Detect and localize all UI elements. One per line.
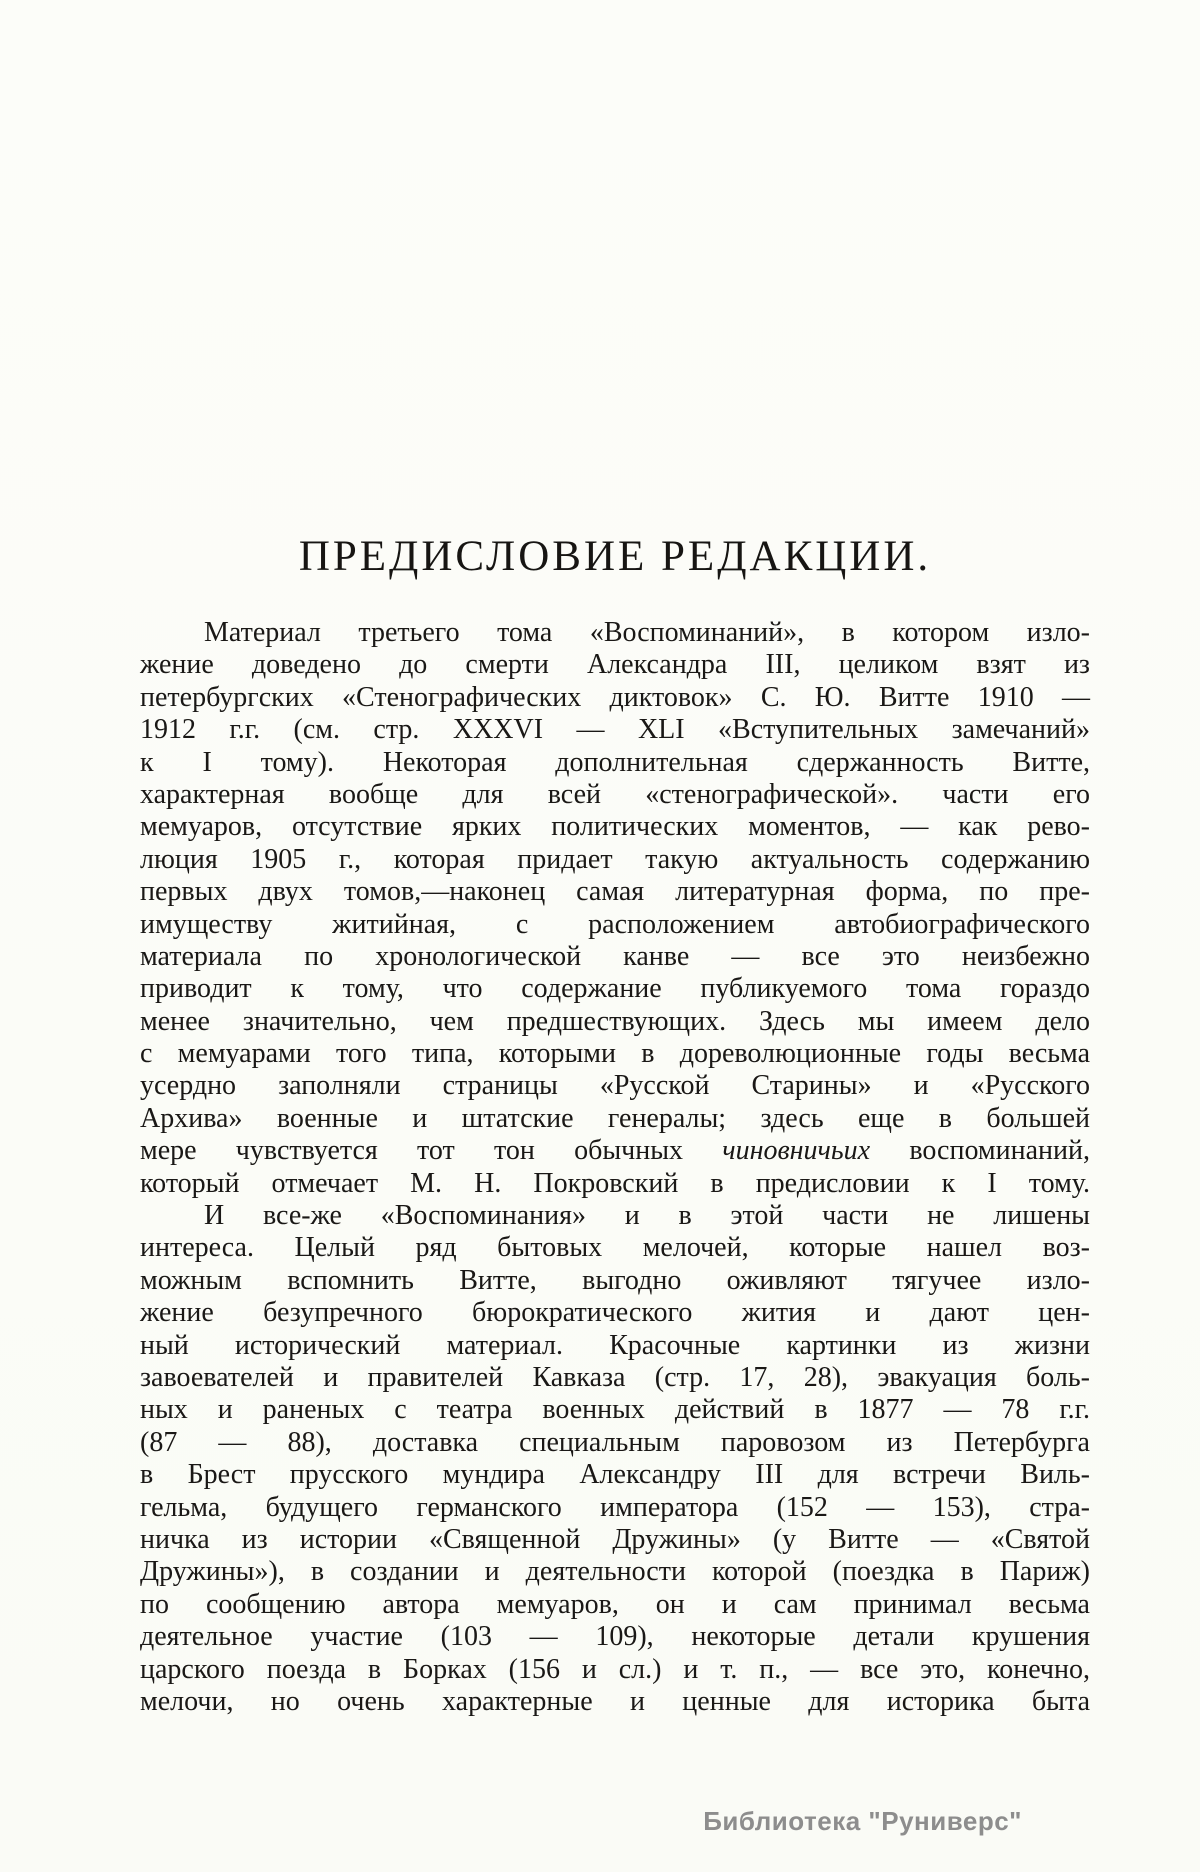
text-line — [140, 1330, 1090, 1362]
text-line — [140, 876, 1090, 908]
text-line — [140, 1556, 1090, 1588]
text-line — [140, 1103, 1090, 1135]
watermark: Библиотека "Руниверс" — [703, 1806, 1022, 1836]
text-segment: который отмечает М. Н. Покровский в предисловии к I тому. — [140, 1167, 1090, 1199]
text-segment: Материал третьего тома «Воспоминаний», в котором изло- — [204, 617, 1090, 648]
text-segment: интереса. Целый ряд бытовых мелочей, которые нашел воз- — [140, 1232, 1090, 1264]
text-segment: мемуаров, отсутствие ярких политических моментов, — как рево- — [140, 811, 1090, 843]
page-title: ПРЕДИСЛОВИЕ РЕДАКЦИИ. — [298, 533, 932, 580]
text-line — [140, 973, 1090, 1005]
text-segment: материала по хронологической канве — все это неизбежно — [140, 940, 1090, 972]
text-line — [140, 1200, 1090, 1232]
text-segment: усердно заполняли страницы «Русской Старины» и «Русского — [140, 1070, 1090, 1102]
text-segment: жение безупречного бюрократического жития и дают цен- — [140, 1297, 1090, 1329]
text-segment: с мемуарами того типа, которыми в дореволюционные годы весьма — [140, 1038, 1090, 1070]
text-segment: можным вспомнить Витте, выгодно оживляют тягучее изло- — [140, 1264, 1090, 1296]
text-segment: И все-же «Воспоминания» и в этой части не лишены — [204, 1200, 1090, 1232]
body-text — [140, 617, 1090, 1718]
text-line — [140, 747, 1090, 779]
text-segment: ный исторический материал. Красочные картинки из жизни — [140, 1329, 1090, 1361]
text-line — [140, 1265, 1090, 1297]
text-line — [140, 811, 1090, 843]
text-line — [140, 941, 1090, 973]
text-line — [140, 1492, 1090, 1524]
text-line — [140, 1524, 1090, 1556]
text-segment: 1912 г.г. (см. стр. XXXVI — XLI «Вступительных замечаний» — [140, 714, 1090, 746]
text-segment: приводит к тому, что содержание публикуемого тома гораздо — [140, 973, 1090, 1005]
text-segment: (87 — 88), доставка специальным паровозом из Петербурга — [140, 1426, 1090, 1458]
text-line — [140, 1135, 1090, 1167]
text-line — [140, 1621, 1090, 1653]
text-segment: характерная вообще для всей «стенографической». части его — [140, 778, 1090, 810]
text-line — [140, 1686, 1090, 1718]
text-segment: завоевателей и правителей Кавказа (стр. 17, 28), эвакуация боль- — [140, 1361, 1090, 1393]
text-segment: жение доведено до смерти Александра III, целиком взят из — [140, 649, 1090, 681]
text-segment: в Брест прусского мундира Александру III для встречи Виль- — [140, 1459, 1090, 1491]
text-line — [140, 649, 1090, 681]
text-segment: менее значительно, чем предшествующих. Здесь мы имеем дело — [140, 1005, 1090, 1037]
text-segment: мелочи, но очень характерные и ценные для историка быта — [140, 1685, 1090, 1717]
text-segment: Архива» военные и штатские генералы; здесь еще в большей — [140, 1102, 1090, 1134]
text-line — [140, 1362, 1090, 1394]
text-segment: царского поезда в Борках (156 и сл.) и т. п., — все это, конечно, — [140, 1653, 1090, 1685]
text-segment: ничка из истории «Священной Дружины» (у Витте — «Святой — [140, 1523, 1090, 1555]
text-line — [140, 1168, 1090, 1200]
text-segment: по сообщению автора мемуаров, он и сам принимал весьма — [140, 1588, 1090, 1620]
text-segment: гельма, будущего германского императора (152 — 153), стра- — [140, 1491, 1090, 1523]
text-segment: деятельное участие (103 — 109), некоторые детали крушения — [140, 1621, 1090, 1653]
text-line — [140, 1006, 1090, 1038]
text-line — [140, 1654, 1090, 1686]
text-line — [140, 1427, 1090, 1459]
text-segment: петербургских «Стенографических диктовок» С. Ю. Витте 1910 — — [140, 681, 1090, 713]
text-line — [140, 779, 1090, 811]
italic-text: чиновничьих — [722, 1135, 871, 1167]
text-line — [140, 682, 1090, 714]
text-line — [140, 1589, 1090, 1621]
text-segment: воспоминаний, — [870, 1135, 1090, 1167]
text-segment: имуществу житийная, с расположением автобиографического — [140, 908, 1090, 940]
text-line — [140, 617, 1090, 649]
text-line — [140, 1232, 1090, 1264]
text-line — [140, 1297, 1090, 1329]
text-segment: мере чувствуется тот тон обычных — [140, 1135, 723, 1167]
text-segment: к I тому). Некоторая дополнительная сдержанность Витте, — [140, 746, 1090, 778]
text-line — [140, 1038, 1090, 1070]
text-segment: ных и раненых с театра военных действий в 1877 — 78 г.г. — [140, 1394, 1090, 1426]
text-line — [140, 1394, 1090, 1426]
text-segment: люция 1905 г., которая придает такую актуальность содержанию — [140, 843, 1090, 875]
text-line — [140, 909, 1090, 941]
text-line — [140, 1459, 1090, 1491]
text-line — [140, 844, 1090, 876]
text-line — [140, 1070, 1090, 1102]
text-segment: Дружины»), в создании и деятельности которой (поездка в Париж) — [140, 1556, 1090, 1588]
text-segment: первых двух томов,—наконец самая литературная форма, по пре- — [140, 876, 1090, 908]
text-line — [140, 714, 1090, 746]
